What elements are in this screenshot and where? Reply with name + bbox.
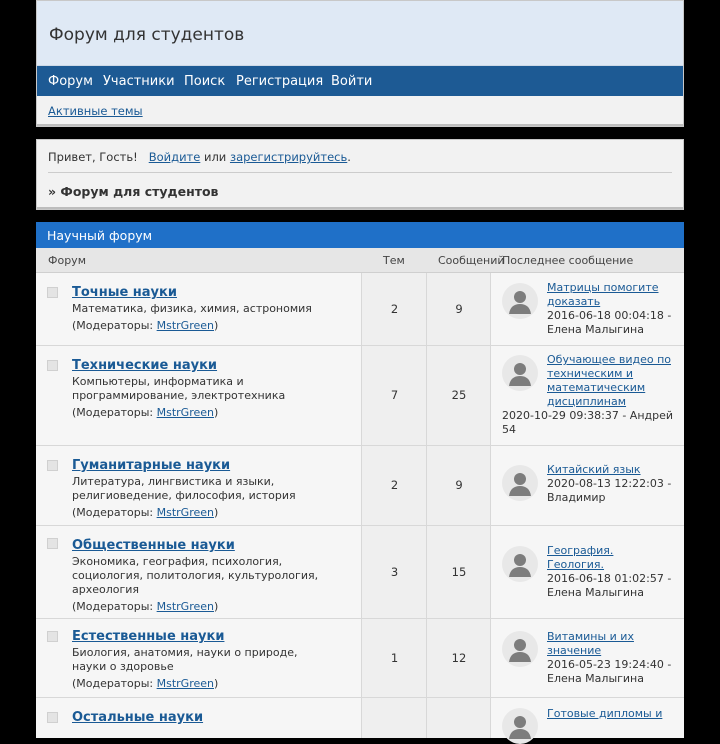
title-bar <box>37 1 683 66</box>
forum-description <box>72 555 322 614</box>
moderators-prefix: (Модераторы: <box>72 677 157 690</box>
greeting-text: Привет, Гость! <box>48 150 138 164</box>
last-post-cell <box>490 446 684 525</box>
site-header <box>36 0 684 127</box>
forum-title-link[interactable]: Естественные науки <box>72 629 225 644</box>
last-post-link[interactable]: Витамины и их значение <box>547 630 634 657</box>
greeting-or: или <box>203 150 227 164</box>
topics-cell <box>361 698 427 738</box>
active-topics-link[interactable]: Активные темы <box>48 104 143 118</box>
forum-moderators <box>72 600 322 614</box>
last-post-meta: 2016-06-18 00:04:18 - Елена Малыгина <box>547 309 672 336</box>
forum-desc-text: Биология, анатомия, науки о природе, науки о здоровье <box>72 646 298 673</box>
nav-login[interactable]: Войти <box>331 74 373 89</box>
user-avatar-icon[interactable] <box>502 708 538 744</box>
greeting-box <box>36 139 684 210</box>
category-title[interactable]: Научный форум <box>47 228 153 243</box>
breadcrumb: » Форум для студентов <box>48 184 219 199</box>
last-post-info <box>547 630 647 658</box>
last-post-cell <box>490 526 684 618</box>
user-avatar-icon[interactable] <box>502 355 538 391</box>
nav-forum[interactable]: Форум <box>48 74 93 89</box>
forum-description <box>72 375 322 420</box>
col-forum: Форум <box>48 254 86 267</box>
posts-cell <box>426 446 491 525</box>
forum-description <box>72 302 322 333</box>
last-post-cell <box>490 698 684 738</box>
forum-row <box>36 619 684 698</box>
forum-desc-text: Компьютеры, информатика и программирование, электротехника <box>72 375 286 402</box>
site-title[interactable]: Форум для студентов <box>49 25 245 45</box>
topics-cell <box>361 526 427 618</box>
posts-cell <box>426 619 491 697</box>
forum-status-icon <box>47 460 58 471</box>
subnav <box>48 104 143 118</box>
forum-row <box>36 446 684 526</box>
last-post-link[interactable]: Готовые дипломы и <box>547 707 663 720</box>
posts-count: 25 <box>451 388 467 402</box>
forum-desc-text: Экономика, география, психология, социология, политология, культурология, археология <box>72 555 319 596</box>
user-avatar-icon[interactable] <box>502 631 538 667</box>
forum-status-icon <box>47 538 58 549</box>
col-last-post: Последнее сообщение <box>502 254 634 267</box>
greeting-period: . <box>347 150 351 164</box>
last-post-info <box>547 281 677 337</box>
forum-moderators <box>72 677 322 691</box>
forum-moderators <box>72 506 322 520</box>
last-post-cell <box>490 273 684 345</box>
moderators-prefix: (Модераторы: <box>72 600 157 613</box>
forum-description <box>72 646 322 691</box>
moderator-link[interactable]: MstrGreen <box>156 319 214 332</box>
topics-count: 7 <box>390 388 399 402</box>
posts-count: 15 <box>451 565 467 579</box>
last-post-link[interactable]: Обучающее видео по техническим и математическим дисциплинам <box>547 353 671 408</box>
topics-cell <box>361 346 427 445</box>
moderators-suffix: ) <box>214 319 219 332</box>
forum-status-icon <box>47 712 58 723</box>
forum-table <box>36 222 684 725</box>
last-post-cell <box>490 619 684 697</box>
last-post-meta: 2016-05-23 19:24:40 - Елена Малыгина <box>547 658 672 685</box>
posts-cell <box>426 526 491 618</box>
topics-count: 3 <box>390 565 399 579</box>
forum-moderators <box>72 406 322 420</box>
forum-title-link[interactable]: Технические науки <box>72 358 218 373</box>
topics-cell <box>361 619 427 697</box>
last-post-info <box>547 353 677 409</box>
forum-status-icon <box>47 360 58 371</box>
user-avatar-icon[interactable] <box>502 546 538 582</box>
topics-count: 2 <box>390 302 399 316</box>
forum-moderators <box>72 319 322 333</box>
user-avatar-icon[interactable] <box>502 283 538 319</box>
moderators-suffix: ) <box>214 677 219 690</box>
register-link[interactable]: зарегистрируйтесь <box>229 150 348 164</box>
forum-row <box>36 698 684 738</box>
moderators-prefix: (Модераторы: <box>72 319 157 332</box>
topics-count: 1 <box>390 651 399 665</box>
last-post-link[interactable]: География. Геология. <box>547 544 614 571</box>
moderators-suffix: ) <box>214 600 219 613</box>
greeting-divider <box>48 172 672 173</box>
main-nav <box>37 66 683 96</box>
forum-title-link[interactable]: Точные науки <box>72 285 177 300</box>
moderator-link[interactable]: MstrGreen <box>156 677 214 690</box>
last-post-link[interactable]: Китайский язык <box>547 463 641 476</box>
last-post-meta: 2016-06-18 01:02:57 - Елена Малыгина <box>547 572 672 599</box>
forum-desc-text: Математика, физика, химия, астрономия <box>72 302 312 315</box>
forum-title-link[interactable]: Остальные науки <box>72 710 204 725</box>
posts-cell <box>426 273 491 345</box>
forum-status-icon <box>47 631 58 642</box>
last-post-link[interactable]: Матрицы помогите доказать <box>547 281 659 308</box>
last-post-info <box>547 463 677 505</box>
forum-title-link[interactable]: Гуманитарные науки <box>72 458 231 473</box>
user-avatar-icon[interactable] <box>502 465 538 501</box>
last-post-cell <box>490 346 684 445</box>
greeting-bottom-line <box>37 207 683 209</box>
moderator-link[interactable]: MstrGreen <box>156 406 214 419</box>
forum-title-link[interactable]: Общественные науки <box>72 538 235 553</box>
moderator-link[interactable]: MstrGreen <box>156 600 214 613</box>
nav-members[interactable]: Участники <box>103 74 175 89</box>
last-post-meta: 2020-08-13 12:22:03 - Владимир <box>547 477 672 504</box>
moderators-suffix: ) <box>214 406 219 419</box>
forum-desc-text: Литература, лингвистика и языки, религиоведение, философия, история <box>72 475 296 502</box>
nav-register[interactable]: Регистрация <box>236 74 324 89</box>
posts-count: 9 <box>455 302 463 316</box>
moderator-link[interactable]: MstrGreen <box>156 506 214 519</box>
category-header <box>36 222 684 248</box>
greeting-line <box>48 150 351 164</box>
login-link[interactable]: Войдите <box>148 150 201 164</box>
moderators-prefix: (Модераторы: <box>72 406 157 419</box>
header-divider <box>37 124 683 126</box>
forum-row <box>36 346 684 446</box>
last-post-meta: 2020-10-29 09:38:37 - Андрей 54 <box>502 409 674 436</box>
forum-row <box>36 273 684 346</box>
column-headers <box>36 248 684 273</box>
forum-row <box>36 526 684 619</box>
col-topics: Тем <box>383 254 405 267</box>
forum-status-icon <box>47 287 58 298</box>
col-posts: Сообщений <box>438 254 505 267</box>
last-post-info <box>547 544 627 572</box>
topics-cell <box>361 273 427 345</box>
posts-cell <box>426 346 491 445</box>
moderators-suffix: ) <box>214 506 219 519</box>
posts-count: 12 <box>451 651 467 665</box>
nav-search[interactable]: Поиск <box>184 74 226 89</box>
moderators-prefix: (Модераторы: <box>72 506 157 519</box>
posts-cell <box>426 698 491 738</box>
posts-count: 9 <box>455 478 463 492</box>
last-post-info <box>547 707 677 721</box>
topics-cell <box>361 446 427 525</box>
topics-count: 2 <box>390 478 399 492</box>
forum-description <box>72 475 322 520</box>
